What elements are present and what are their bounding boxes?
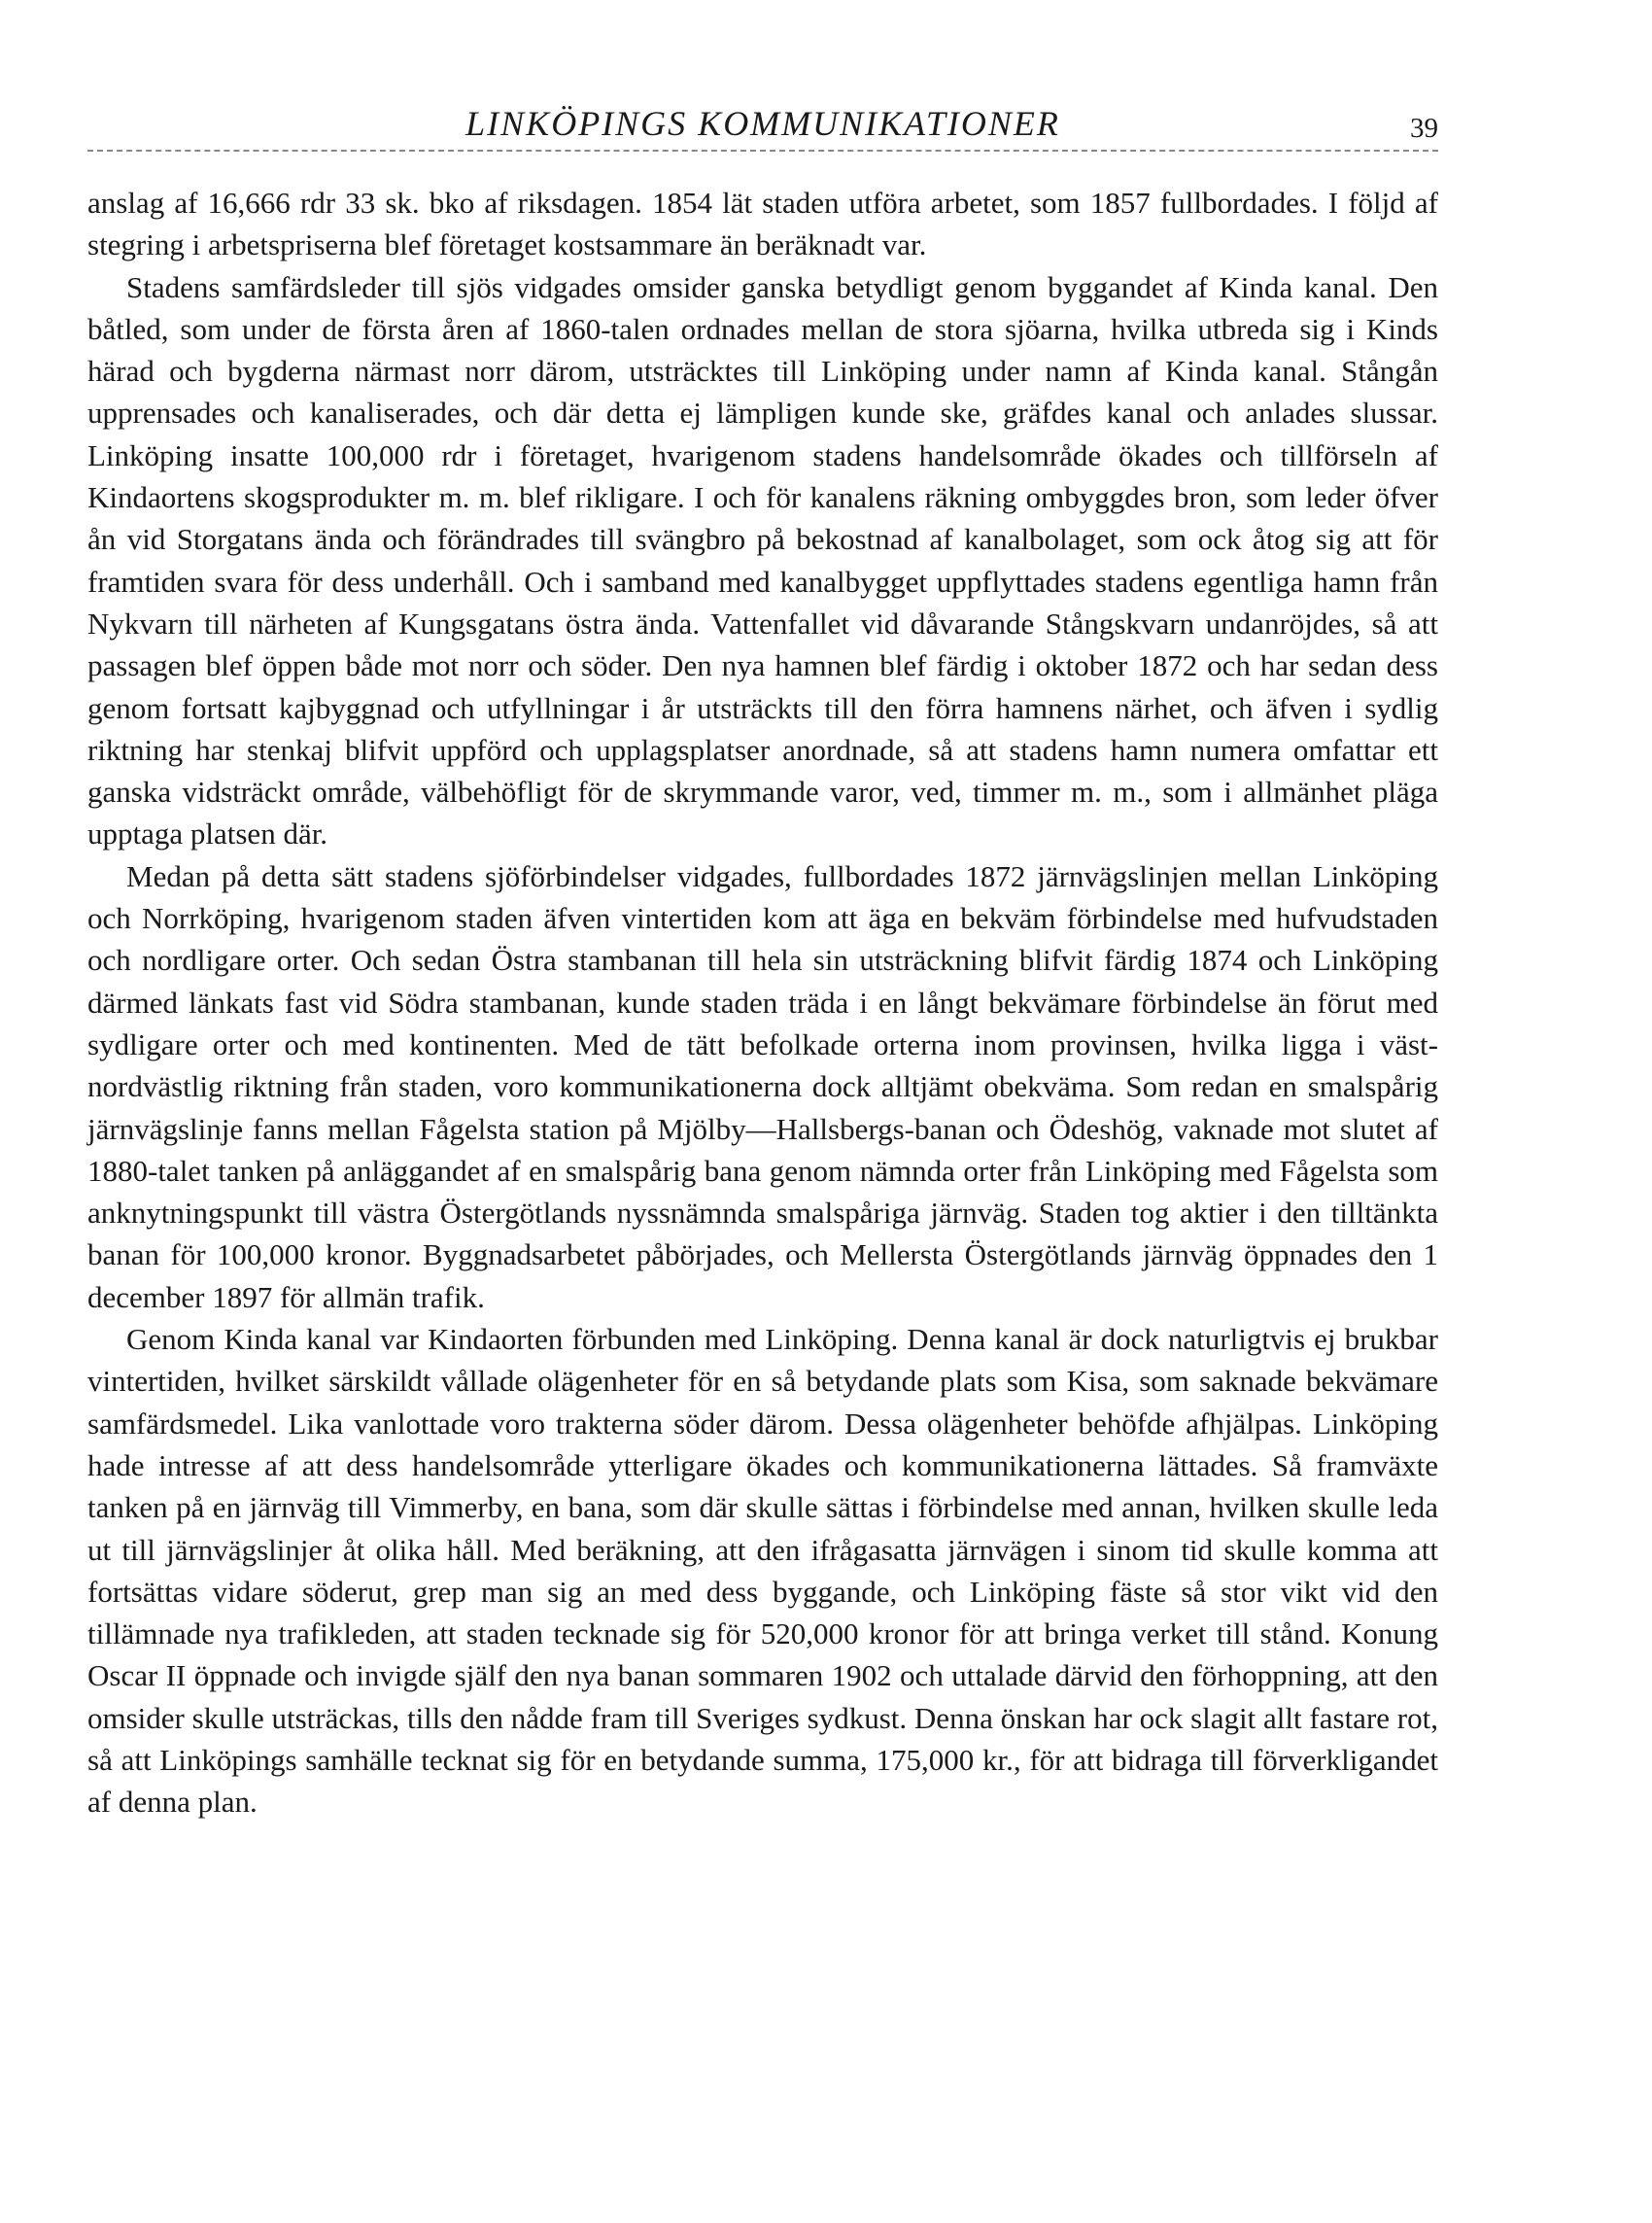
paragraph: anslag af 16,666 rdr 33 sk. bko af riksdagen. 1854 lät staden utföra arbetet, som 1857 fullbordades. I följd af stegring i arbetspriserna blef företaget kostsammare än beräknadt var. xyxy=(87,186,1438,262)
paragraph: Genom Kinda kanal var Kindaorten förbunden med Linköping. Denna kanal är dock naturligtvis ej brukbar vintertiden, hvilket särskildt vållade olägenheter för en så betydande plats som Kisa, som saknade bekvämare samfärdsmedel. Lika vanlottade voro trakterna söder därom. Dessa olägenheter behöfde afhjälpas. Linköping hade intresse af att dess handelsområde ytterligare ökades och kommunikationerna lättades. Så framväxte tanken på en järnväg till Vimmerby, en bana, som där skulle sättas i förbindelse med annan, hvilken skulle leda ut till järnvägslinjer åt olika håll. Med beräkning, att den ifrågasatta järnvägen i sinom tid skulle komma att fortsättas vidare söderut, grep man sig an med dess byggande, och Linköping fäste så stor vikt vid den tillämnade nya trafikleden, att staden tecknade sig för 520,000 kronor för att bringa verket till stånd. Konung Oscar II öppnade och invigde själf den nya banan sommaren 1902 och uttalade därvid den förhoppning, att den omsider skulle utsträckas, tills den nådde fram till Sveriges sydkust. Denna önskan har ock slagit allt fastare rot, så att Linköpings samhälle tecknat sig för en betydande summa, 175,000 kr., för att bidraga till förverkligandet af denna plan. xyxy=(87,1322,1438,1820)
page-number: 39 xyxy=(1410,113,1438,144)
running-title: LINKÖPINGS KOMMUNIKATIONER xyxy=(465,104,1060,143)
paragraph: Stadens samfärdsleder till sjös vidgades omsider ganska betydligt genom byggandet af Kinda kanal. Den båtled, som under de första åren af 1860-talen ordnades mellan de stora sjöarna, hvilka utbreda sig i Kinds härad och bygderna närmast norr därom, utsträcktes till Linköping under namn af Kinda kanal. Stångån upprensades och kanaliserades, och där detta ej lämpligen kunde ske, gräfdes kanal och anlades slussar. Linköping insatte 100,000 rdr i företaget, hvarigenom stadens handelsområde ökades och tillförseln af Kindaortens skogsprodukter m. m. blef rikligare. I och för kanalens räkning ombyggdes bron, som leder öfver ån vid Storgatans ända och förändrades till svängbro på bekostnad af kanalbolaget, som ock åtog sig att för framtiden svara för dess underhåll. Och i samband med kanalbygget uppflyttades stadens egentliga hamn från Nykvarn till närheten af Kungsgatans östra ända. Vattenfallet vid dåvarande Stångskvarn undanröjdes, så att passagen blef öppen både mot norr och söder. Den nya hamnen blef färdig i oktober 1872 och har sedan dess genom fortsatt kajbyggnad och utfyllningar i år utsträckts till den förra hamnens närhet, och äfven i sydlig riktning har stenkaj blifvit uppförd och upplagsplatser anordnade, så att stadens hamn numera omfattar ett ganska vidsträckt område, välbehöfligt för de skrymmande varor, ved, timmer m. m., som i allmänhet pläga upptaga platsen där. xyxy=(87,269,1438,851)
body-text xyxy=(87,182,1438,1824)
running-header xyxy=(87,97,1438,146)
paragraph: Medan på detta sätt stadens sjöförbindelser vidgades, fullbordades 1872 järnvägslinjen mellan Linköping och Norrköping, hvarigenom staden äfven vintertiden kom att äga en bekväm förbindelse med hufvudstaden och nordligare orter. Och sedan Östra stambanan till hela sin utsträckning blifvit färdig 1874 och Linköping därmed länkats fast vid Södra stambanan, kunde staden träda i en långt bekvämare förbindelse än förut med sydligare orter och med kontinenten. Med de tätt befolkade orterna inom provinsen, hvilka ligga i väst-nordvästlig riktning från staden, voro kommunikationerna dock alltjämt obekväma. Som redan en smalspårig järnvägslinje fanns mellan Fågelsta station på Mjölby—Hallsbergs-banan och Ödeshög, vaknade mot slutet af 1880-talet tanken på anläggandet af en smalspårig bana genom nämnda orter från Linköping med Fågelsta som anknytningspunkt till västra Östergötlands nyssnämnda smalspåriga järnväg. Staden tog aktier i den tilltänkta banan för 100,000 kronor. Byggnadsarbetet påbörjades, och Mellersta Östergötlands järnväg öppnades den 1 december 1897 för allmän trafik. xyxy=(87,858,1438,1314)
header-rule xyxy=(87,150,1438,152)
